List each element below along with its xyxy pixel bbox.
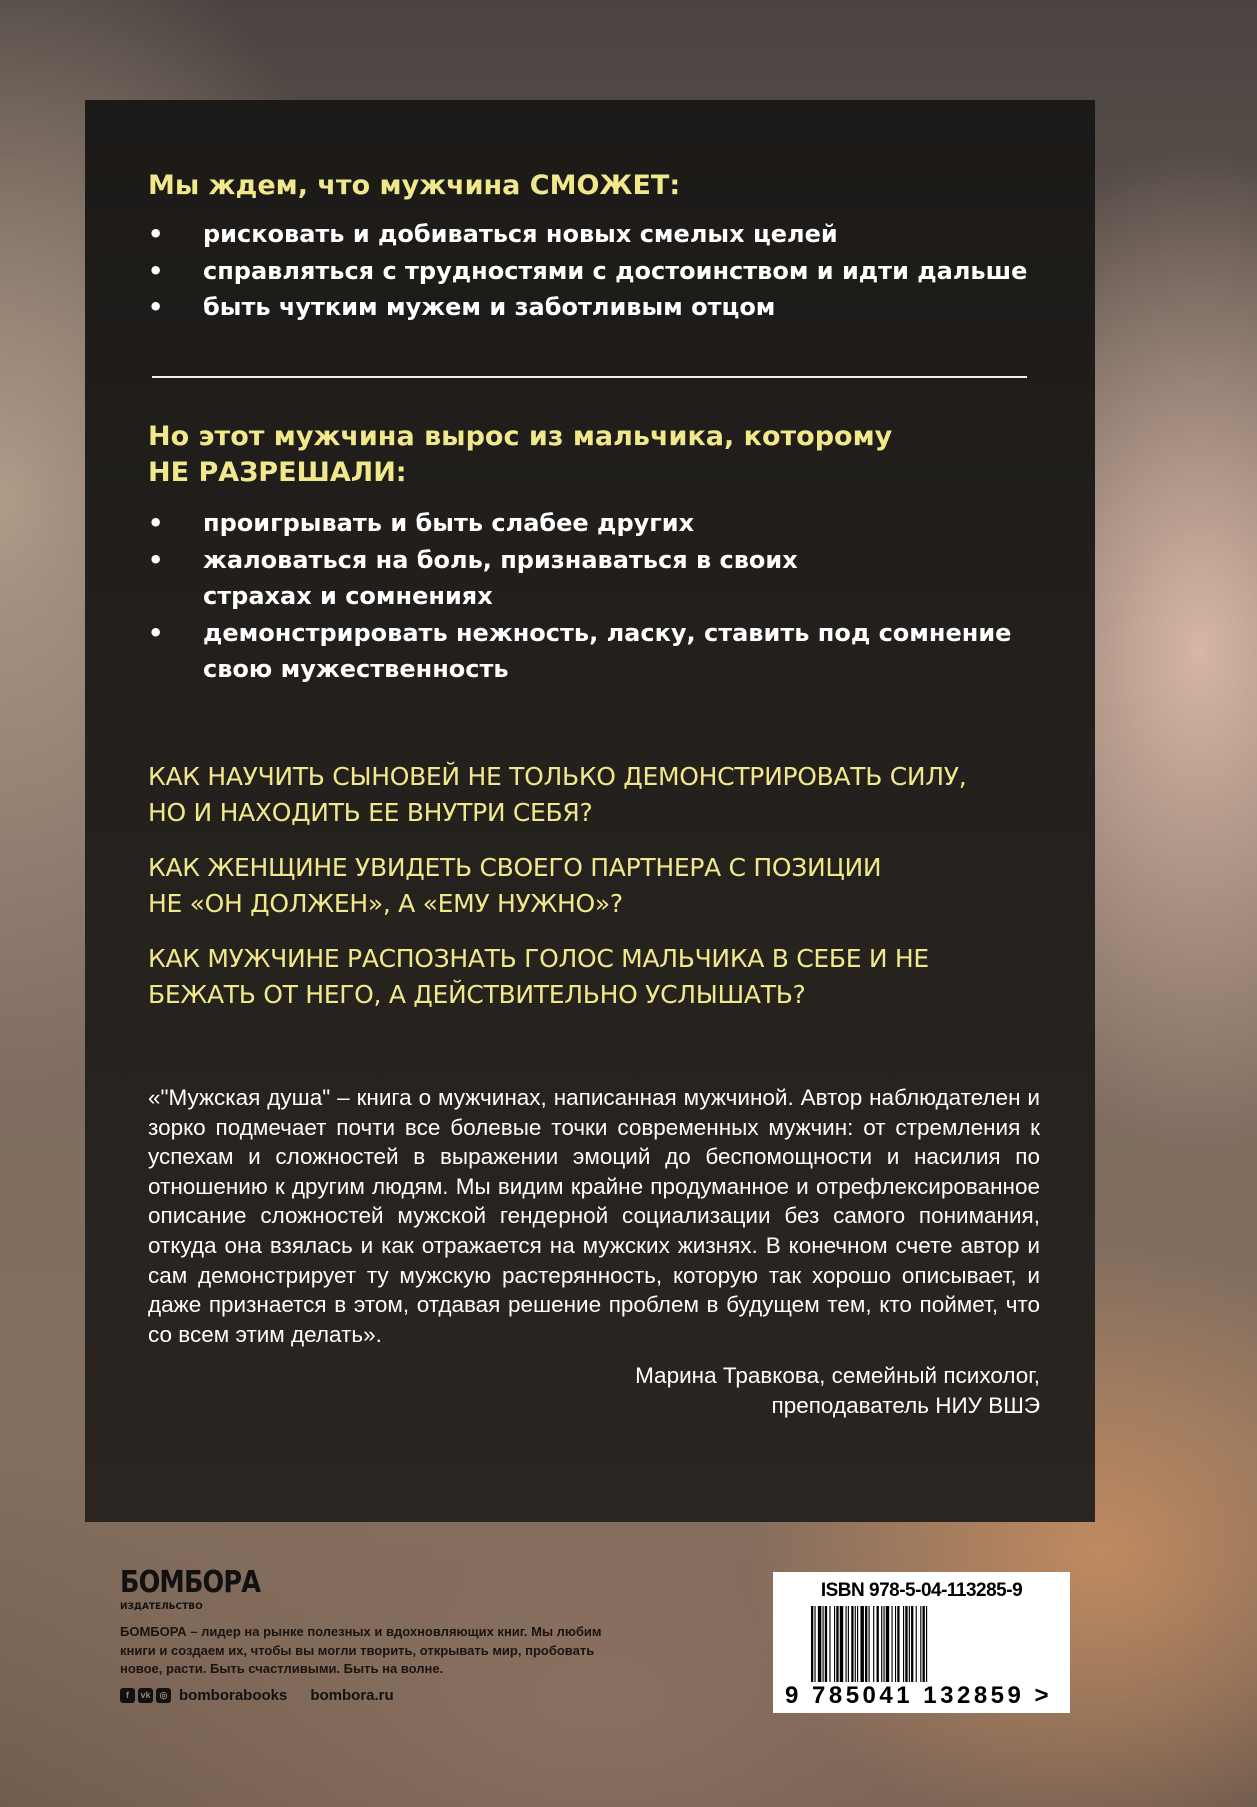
barcode-bar — [926, 1606, 927, 1682]
barcode-bar — [860, 1606, 863, 1682]
divider — [152, 376, 1027, 378]
barcode-bar — [909, 1606, 910, 1682]
question-3 — [148, 941, 929, 1013]
question-line: КАК МУЖЧИНЕ РАСПОЗНАТЬ ГОЛОС МАЛЬЧИКА В СЕБЕ И НЕ — [148, 944, 929, 973]
barcode-bar — [825, 1606, 827, 1682]
barcode-bar — [818, 1606, 821, 1682]
section1-heading: Мы ждем, что мужчина СМОЖЕТ: — [148, 170, 681, 201]
publisher-block — [120, 1566, 640, 1705]
question-line: НЕ «ОН ДОЛЖЕН», А «ЕМУ НУЖНО»? — [148, 889, 623, 918]
list-item: • справляться с трудностями с достоинством и идти дальше — [148, 253, 1027, 290]
review-block — [148, 1083, 1040, 1421]
facebook-icon[interactable]: f — [120, 1688, 135, 1703]
list-item: • проигрывать и быть слабее других — [148, 505, 1028, 542]
social-handle[interactable]: bomborabooks — [179, 1686, 288, 1704]
instagram-icon[interactable]: ◎ — [156, 1688, 171, 1703]
barcode-bar — [823, 1606, 824, 1682]
barcode-bar — [886, 1606, 889, 1682]
barcode-bar — [895, 1606, 896, 1682]
section1-list — [148, 216, 1027, 326]
barcode-bar — [881, 1606, 882, 1682]
barcode-bar — [923, 1606, 925, 1682]
review-quote: «"Мужская душа" – книга о мужчинах, написанная мужчиной. Автор наблюдателен и зорко подмечает почти все болевые точки современных мужчин: от стремления к успехам и сложностей в выражении эмоций до беспомощности и насилия по отношению к другим людям. Мы видим крайне продуманное и отрефлексированное описание сложностей мужской гендерной социализации без самого понимания, откуда она взялась и как отражается на мужских жизнях. В конечном счете автор и сам демонстрирует ту мужскую растерянность, которую так хорошо описывает, и даже признается в этом, отдавая решение проблем в будущем тем, кто поймет, что со всем этим делать». — [148, 1085, 1040, 1347]
publisher-logo: БОМБОРА — [120, 1565, 261, 1600]
question-line: КАК НАУЧИТЬ СЫНОВЕЙ НЕ ТОЛЬКО ДЕМОНСТРИРОВАТЬ СИЛУ, — [148, 762, 967, 791]
barcode-bar — [903, 1606, 904, 1682]
barcode-bar — [857, 1606, 858, 1682]
barcode-bar — [840, 1606, 843, 1682]
question-2 — [148, 850, 881, 922]
barcode-bar — [848, 1606, 849, 1682]
question-line: БЕЖАТЬ ОТ НЕГО, А ДЕЙСТВИТЕЛЬНО УСЛЫШАТЬ? — [148, 980, 806, 1009]
barcode-bar — [911, 1606, 913, 1682]
isbn-barcode — [773, 1572, 1070, 1713]
barcode-bar — [814, 1606, 815, 1682]
list-item: • демонстрировать нежность, ласку, ставить под сомнение свою мужественность — [148, 615, 1028, 688]
barcode-bar — [920, 1606, 921, 1682]
barcode-bar — [836, 1606, 838, 1682]
list-item: • рисковать и добиваться новых смелых целей — [148, 216, 1027, 253]
barcode-bars — [811, 1606, 1033, 1682]
barcode-bar — [834, 1606, 835, 1682]
question-line: КАК ЖЕНЩИНЕ УВИДЕТЬ СВОЕГО ПАРТНЕРА С ПОЗИЦИИ — [148, 853, 882, 882]
barcode-bar — [892, 1606, 893, 1682]
attribution-line: преподаватель НИУ ВШЭ — [771, 1392, 1040, 1418]
question-1 — [148, 759, 966, 831]
isbn-text: ISBN 978-5-04-113285-9 — [820, 1580, 1023, 1601]
barcode-bar — [905, 1606, 907, 1682]
publisher-logo-sub: ИЗДАТЕЛЬСТВО — [120, 1602, 203, 1612]
barcode-bar — [877, 1606, 879, 1682]
barcode-bar — [869, 1606, 870, 1682]
heading-line: НЕ РАЗРЕШАЛИ: — [148, 457, 407, 488]
social-links — [120, 1687, 640, 1705]
list-item: • быть чутким мужем и заботливым отцом — [148, 289, 1027, 326]
barcode-bar — [846, 1606, 847, 1682]
review-attribution — [148, 1361, 1040, 1420]
barcode-bar — [855, 1606, 856, 1682]
barcode-bar — [851, 1606, 853, 1682]
barcode-bar — [829, 1606, 830, 1682]
list-item: • жаловаться на боль, признаваться в своих страхах и сомнениях — [148, 542, 868, 615]
barcode-bar — [916, 1606, 917, 1682]
attribution-line: Марина Травкова, семейный психолог, — [635, 1363, 1040, 1389]
publisher-about: БОМБОРА – лидер на рынке полезных и вдохновляющих книг. Мы любим книги и создаем их, чтобы вы могли творить, открывать мир, пробовать новое, расти. Быть счастливыми. Быть на волне. — [120, 1624, 602, 1676]
website-link[interactable]: bombora.ru — [310, 1686, 394, 1704]
section2-list — [148, 505, 1028, 688]
vk-icon[interactable]: vk — [138, 1688, 153, 1703]
barcode-digits: 9 785041 132859 > — [785, 1682, 1053, 1709]
heading-line: Но этот мужчина вырос из мальчика, которому — [148, 421, 893, 452]
question-line: НО И НАХОДИТЬ ЕЕ ВНУТРИ СЕБЯ? — [148, 798, 593, 827]
barcode-bar — [811, 1606, 813, 1682]
section2-heading — [148, 419, 892, 491]
barcode-bar — [865, 1606, 867, 1682]
barcode-bar — [883, 1606, 884, 1682]
barcode-bar — [873, 1606, 874, 1682]
barcode-bar — [897, 1606, 899, 1682]
